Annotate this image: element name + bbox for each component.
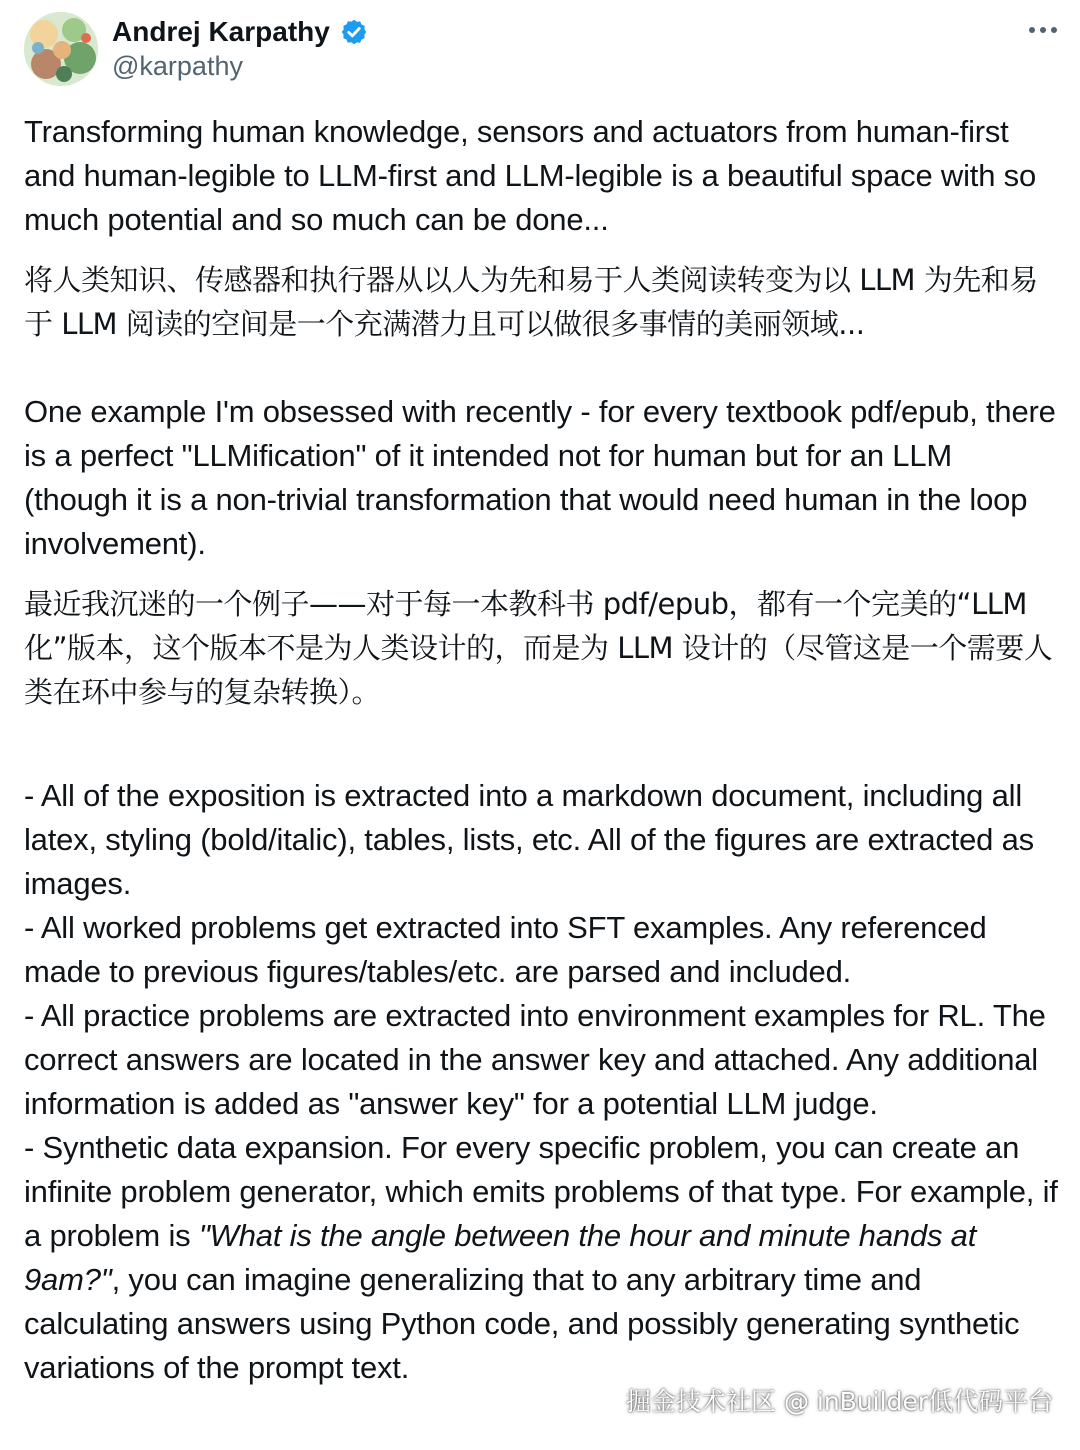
tweet-bullet-3: - All practice problems are extracted into environment examples for RL. The correct answers are located in the answer key and attached. Any additional information is added as "answer key" for a potential LLM judge. — [24, 998, 1046, 1121]
tweet-paragraph-1: Transforming human knowledge, sensors and actuators from human-first and human-legible to LLM-first and LLM-legible is a beautiful space with so much potential and so much can be done... — [24, 114, 1037, 237]
tweet-bullet-2: - All worked problems get extracted into SFT examples. Any referenced made to previous figures/tables/etc. are parsed and included. — [24, 910, 987, 989]
paragraph-spacer — [24, 346, 1064, 390]
tweet-bullet-1: - All of the exposition is extracted into a markdown document, including all latex, styling (bold/italic), tables, lists, etc. All of the figures are extracted as images. — [24, 778, 1034, 901]
tweet-body — [24, 110, 1064, 1390]
author-names — [112, 14, 368, 84]
avatar[interactable] — [24, 12, 98, 86]
author-display-name[interactable]: Andrej Karpathy — [112, 16, 330, 47]
tweet-paragraph-1-translation: 将人类知识、传感器和执行器从以人为先和易于人类阅读转变为以 LLM 为先和易于 LLM 阅读的空间是一个充满潜力且可以做很多事情的美丽领域... — [24, 263, 1038, 341]
bullet-4-quote: "What is the angle between the hour and minute hands at 9am?" — [24, 1218, 977, 1297]
more-horizontal-icon[interactable] — [1026, 20, 1060, 40]
tweet-paragraph-2-translation: 最近我沉迷的一个例子——对于每一本教科书 pdf/epub，都有一个完美的“LLM 化”版本，这个版本不是为人类设计的，而是为 LLM 设计的（尽管这是一个需要人类在环中参与的复杂转换）。 — [24, 587, 1053, 709]
verified-badge-icon — [340, 18, 368, 46]
tweet-bullet-4 — [24, 1126, 1064, 1390]
bullet-4-text-start: - Synthetic data expansion. For every specific problem, you can create an infinite problem generator, which emits problems of that type. For example, if a problem is — [24, 1130, 1058, 1253]
tweet-header — [24, 12, 1060, 88]
tweet-paragraph-2: One example I'm obsessed with recently - for every textbook pdf/epub, there is a perfect "LLMification" of it intended not for human but for an LLM (though it is a non-trivial transformation that would need human in the loop involvement). — [24, 394, 1056, 561]
author-handle[interactable]: @karpathy — [112, 51, 243, 81]
avatar-illustration-icon — [24, 12, 98, 86]
paragraph-spacer — [24, 714, 1064, 774]
bullet-4-text-end: , you can imagine generalizing that to any arbitrary time and calculating answers using Python code, and possibly generating synthetic variations of the prompt text. — [24, 1262, 1020, 1385]
watermark: 掘金技术社区 @ inBuilder低代码平台 — [626, 1387, 1054, 1416]
